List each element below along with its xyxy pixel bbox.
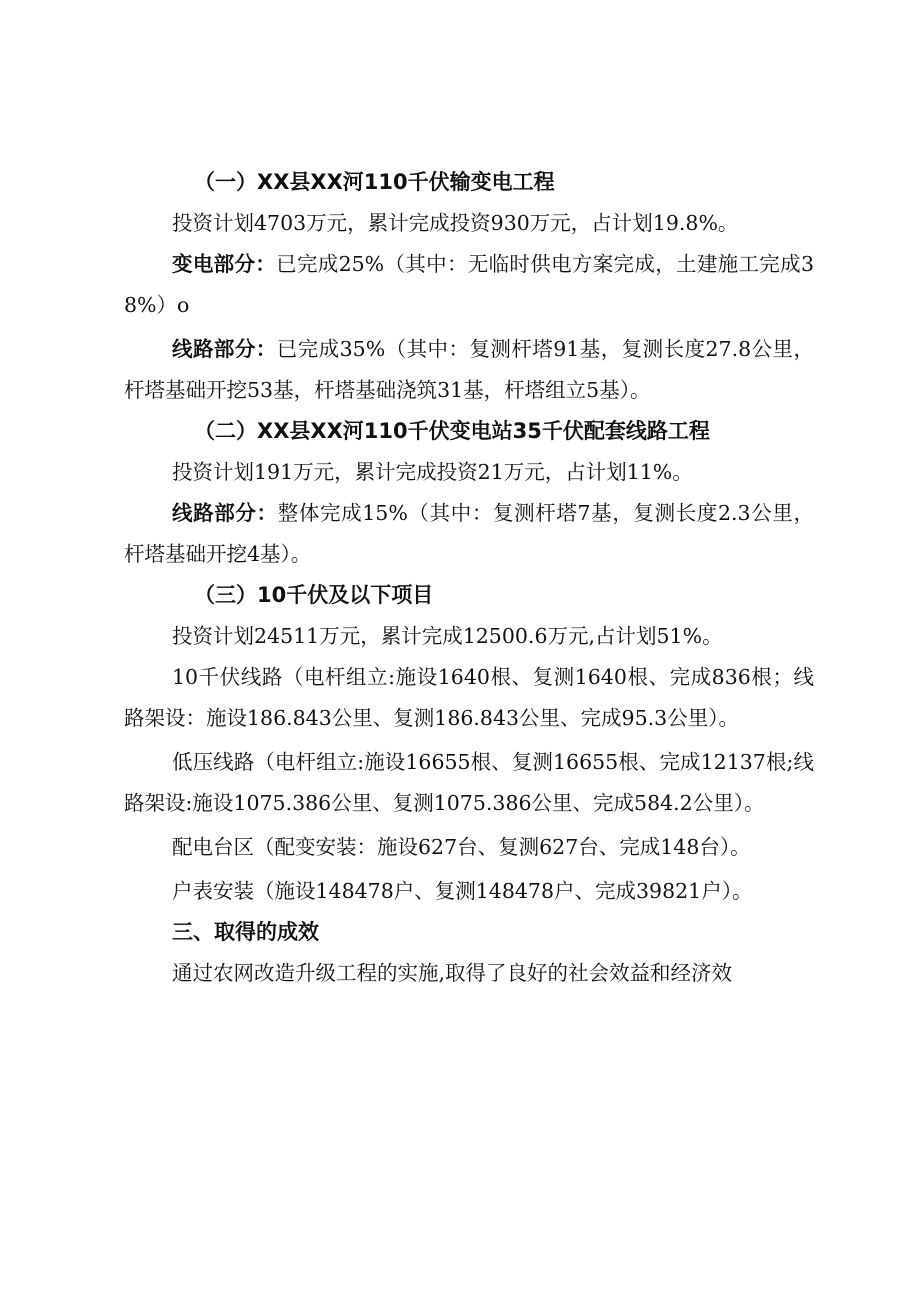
part-3-paragraph: 通过农网改造升级工程的实施,取得了良好的社会效益和经济效 [172, 961, 733, 985]
section-2-heading: （二）XX县XX河110千伏变电站35千伏配套线路工程 [194, 419, 710, 443]
section-1-heading: （一）XX县XX河110千伏输变电工程 [194, 170, 555, 194]
section-2-line-paragraph [124, 493, 814, 575]
line-label: 线路部分： [172, 501, 278, 525]
line-label: 线路部分： [172, 337, 277, 361]
section-3-investment: 投资计划24511万元，累计完成12500.6万元,占计划51%。 [172, 624, 723, 648]
section-1-investment: 投资计划4703万元，累计完成投资930万元，占计划19.8%。 [172, 211, 739, 235]
section-3-meter-paragraph: 户表安装（施设148478户、复测148478户、完成39821户）。 [172, 879, 753, 903]
section-1-line-paragraph [124, 329, 814, 411]
substation-label: 变电部分： [172, 252, 277, 276]
section-3-low-voltage-paragraph: 低压线路（电杆组立:施设16655根、复测16655根、完成12137根;线路架设:施设1075.386公里、复测1075.386公里、完成584.2公里）。 [124, 750, 814, 815]
line-text: 已完成35%（其中：复测杆塔91基，复测长度27.8公里，杆塔基础开挖53基，杆塔基础浇筑31基，杆塔组立5基）。 [124, 337, 815, 402]
section-1-substation-paragraph [124, 244, 814, 326]
section-3-distribution-paragraph: 配电台区（配变安装：施设627台、复测627台、完成148台）。 [172, 835, 751, 859]
section-2-investment: 投资计划191万元，累计完成投资21万元，占计划11%。 [172, 460, 693, 484]
section-3-10kv-paragraph: 10千伏线路（电杆组立:施设1640根、复测1640根、完成836根；线路架设：施设186.843公里、复测186.843公里、完成95.3公里）。 [124, 665, 814, 730]
substation-text: 已完成25%（其中：无临时供电方案完成，土建施工完成38%）o [124, 252, 815, 317]
part-3-heading: 三、取得的成效 [172, 920, 319, 944]
document-page [124, 162, 814, 994]
line-text: 整体完成15%（其中：复测杆塔7基，复测长度2.3公里，杆塔基础开挖4基）。 [124, 501, 815, 566]
section-3-heading: （三）10千伏及以下项目 [194, 583, 434, 607]
